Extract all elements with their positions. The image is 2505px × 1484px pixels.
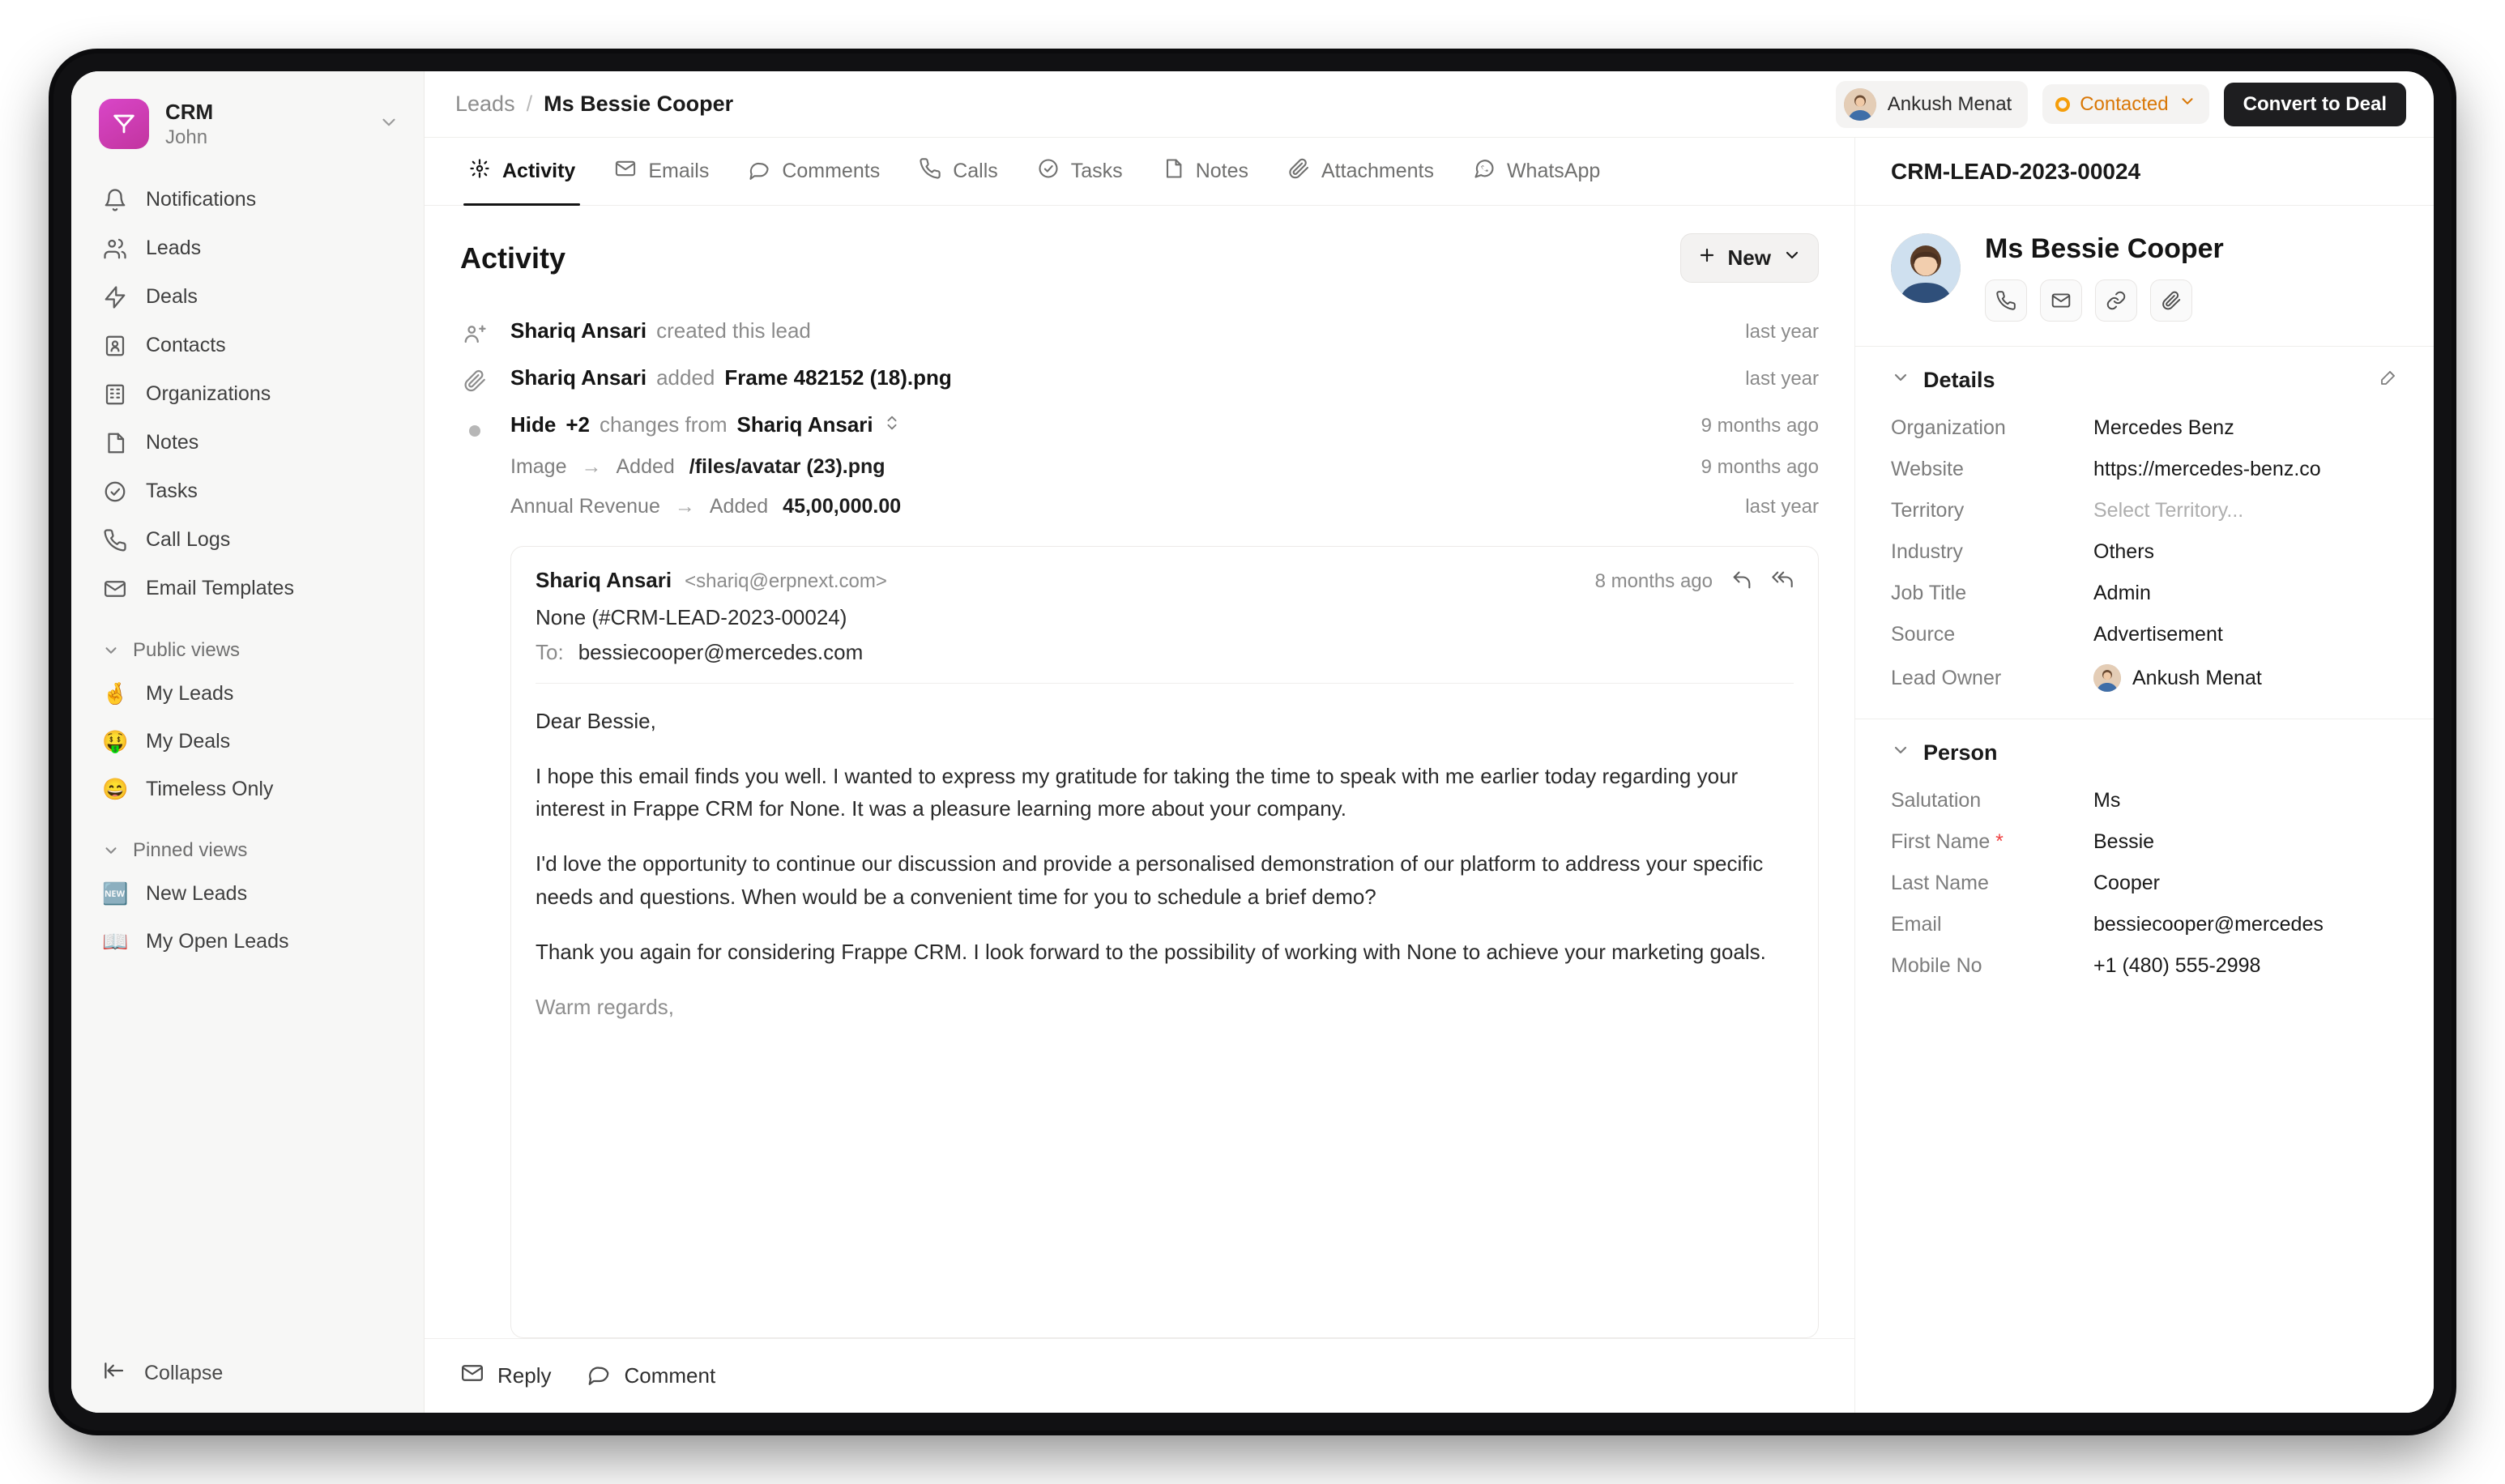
avatar[interactable] bbox=[1891, 233, 1961, 303]
reply-button[interactable] bbox=[460, 1361, 551, 1391]
email-header bbox=[536, 568, 1794, 595]
attachment-icon bbox=[460, 365, 489, 393]
assignee-name: Ankush Menat bbox=[1887, 92, 2012, 115]
tab-comments[interactable] bbox=[732, 138, 896, 205]
timeline-action: created this lead bbox=[656, 318, 811, 343]
timeline-action: added bbox=[656, 365, 715, 390]
field-email[interactable] bbox=[1855, 904, 2434, 945]
sidebar-item-label: Contacts bbox=[146, 334, 226, 356]
chevron-down-icon bbox=[1891, 740, 1910, 765]
new-emoji-icon: 🆕 bbox=[102, 881, 129, 906]
field-label: Salutation bbox=[1891, 789, 1982, 812]
field-label: Source bbox=[1891, 623, 1956, 646]
section-public-views[interactable] bbox=[89, 628, 406, 670]
avatar bbox=[1844, 88, 1876, 121]
email-body bbox=[536, 705, 1794, 1024]
collapse-label: Collapse bbox=[144, 1362, 224, 1384]
changes-hide-label: Hide bbox=[510, 412, 557, 437]
email-paragraph: Dear Bessie, bbox=[536, 708, 656, 733]
edit-icon[interactable] bbox=[2379, 368, 2398, 393]
field-value: Others bbox=[2093, 540, 2155, 563]
field-value: Bessie bbox=[2093, 830, 2155, 853]
sidebar-item-label: Call Logs bbox=[146, 528, 231, 551]
timeline-item bbox=[460, 357, 1819, 401]
change-time: 9 months ago bbox=[1701, 456, 1819, 478]
tab-activity[interactable] bbox=[452, 138, 591, 205]
tab-tasks[interactable] bbox=[1021, 138, 1139, 205]
changes-actor: Shariq Ansari bbox=[736, 412, 873, 437]
field-value: +1 (480) 555-2998 bbox=[2093, 954, 2261, 977]
top-bar-actions bbox=[1836, 81, 2406, 128]
reply-label: Reply bbox=[497, 1363, 552, 1388]
field-value: Select Territory... bbox=[2093, 499, 2244, 522]
notes-icon bbox=[102, 430, 128, 456]
change-time: last year bbox=[1745, 496, 1819, 518]
tab-label: WhatsApp bbox=[1506, 160, 1601, 182]
timeline-changes-toggle[interactable] bbox=[460, 404, 1819, 446]
dot-icon bbox=[460, 412, 489, 437]
user-add-icon bbox=[460, 318, 489, 346]
status-badge[interactable] bbox=[2042, 84, 2208, 124]
change-value: 45,00,000.00 bbox=[783, 495, 902, 518]
email-icon[interactable] bbox=[2040, 279, 2082, 322]
change-action: Added bbox=[709, 495, 769, 518]
field-organization[interactable] bbox=[1855, 407, 2434, 449]
breadcrumb-separator: / bbox=[526, 92, 533, 116]
main-area bbox=[425, 71, 2434, 1413]
email-time: 8 months ago bbox=[1594, 570, 1713, 592]
new-button-label: New bbox=[1727, 245, 1771, 270]
sidebar-item-organizations[interactable] bbox=[89, 370, 406, 419]
sidebar bbox=[71, 71, 425, 1413]
sidebar-item-label: Timeless Only bbox=[146, 777, 274, 800]
field-label: Website bbox=[1891, 458, 1964, 480]
chevron-down-icon bbox=[1782, 245, 1802, 271]
tab-bar bbox=[425, 138, 1854, 206]
sidebar-item-leads[interactable] bbox=[89, 224, 406, 273]
tab-label: Attachments bbox=[1321, 160, 1434, 182]
link-icon[interactable] bbox=[2095, 279, 2137, 322]
sidebar-item-label: Tasks bbox=[146, 480, 198, 502]
tab-notes[interactable] bbox=[1146, 138, 1265, 205]
field-first-name[interactable] bbox=[1855, 821, 2434, 863]
tab-label: Comments bbox=[782, 160, 881, 182]
brand-title: CRM bbox=[165, 100, 214, 124]
mail-icon bbox=[102, 576, 128, 602]
timeline-time: last year bbox=[1745, 321, 1819, 343]
timeline-actor: Shariq Ansari bbox=[510, 318, 647, 343]
quick-actions bbox=[1985, 279, 2224, 322]
sidebar-item-deals[interactable] bbox=[89, 273, 406, 322]
attachment-icon[interactable] bbox=[2150, 279, 2192, 322]
whatsapp-icon bbox=[1473, 157, 1496, 186]
timeline-actor: Shariq Ansari bbox=[510, 365, 647, 390]
top-bar bbox=[425, 71, 2434, 138]
field-label: Last Name bbox=[1891, 872, 1989, 894]
brand-user: John bbox=[165, 126, 208, 148]
field-last-name[interactable] bbox=[1855, 863, 2434, 904]
field-value: bessiecooper@mercedes bbox=[2093, 913, 2324, 936]
field-label: Mobile No bbox=[1891, 954, 1982, 977]
change-row bbox=[460, 449, 1819, 485]
chevron-updown-icon bbox=[883, 412, 901, 437]
required-marker: * bbox=[1990, 830, 2004, 853]
sidebar-item-label: Deals bbox=[146, 285, 198, 308]
activity-timeline bbox=[460, 310, 1819, 525]
comment-icon bbox=[748, 157, 770, 186]
new-activity-button[interactable] bbox=[1680, 233, 1819, 283]
smile-emoji-icon: 😄 bbox=[102, 776, 129, 801]
assignee-chip[interactable] bbox=[1836, 81, 2028, 128]
convert-to-deal-button[interactable]: Convert to Deal bbox=[2224, 83, 2406, 126]
tab-attachments[interactable] bbox=[1271, 138, 1450, 205]
chevron-down-icon bbox=[1891, 368, 1910, 393]
book-emoji-icon: 📖 bbox=[102, 928, 129, 953]
field-industry[interactable] bbox=[1855, 531, 2434, 573]
email-icon bbox=[460, 1361, 484, 1391]
phone-icon[interactable] bbox=[1985, 279, 2027, 322]
tab-label: Calls bbox=[953, 160, 998, 182]
chevron-down-icon bbox=[2179, 92, 2196, 116]
note-icon bbox=[1162, 157, 1184, 186]
tab-whatsapp[interactable] bbox=[1457, 138, 1616, 205]
email-icon bbox=[614, 157, 637, 186]
person-name: Ms Bessie Cooper bbox=[1985, 233, 2224, 264]
email-paragraph: I hope this email finds you well. I wanted to express my gratitude for taking the time to speak with me earlier today regarding your interest in Frappe CRM for None. It was a pleasure learning more about your company. bbox=[536, 763, 1739, 821]
activity-pane bbox=[425, 206, 1854, 1338]
footer-actions bbox=[425, 1338, 1854, 1413]
field-label: Organization bbox=[1891, 416, 2006, 439]
section-label: Public views bbox=[133, 638, 241, 661]
field-label: First Name bbox=[1891, 830, 1991, 853]
sidebar-item-label: Notifications bbox=[146, 188, 257, 211]
center-column bbox=[425, 138, 1855, 1413]
phone-icon bbox=[102, 527, 128, 553]
field-value: Admin bbox=[2093, 582, 2151, 604]
change-action: Added bbox=[616, 455, 675, 478]
field-value: https://mercedes-benz.co bbox=[2093, 458, 2321, 480]
right-panel bbox=[1855, 138, 2434, 1413]
money-face-emoji-icon: 🤑 bbox=[102, 728, 129, 753]
tab-calls[interactable] bbox=[903, 138, 1014, 205]
tab-label: Notes bbox=[1195, 160, 1248, 182]
comment-label: Comment bbox=[624, 1363, 716, 1388]
email-actions bbox=[1595, 569, 1794, 595]
timeline-object: Frame 482152 (18).png bbox=[724, 365, 952, 390]
sidebar-item-label: New Leads bbox=[146, 881, 248, 905]
phone-icon bbox=[919, 157, 941, 186]
reply-all-icon[interactable] bbox=[1771, 569, 1794, 595]
comment-button[interactable] bbox=[587, 1361, 715, 1391]
breadcrumb-leads[interactable]: Leads bbox=[455, 92, 515, 116]
sidebar-item-label: Leads bbox=[146, 237, 202, 259]
comment-icon bbox=[587, 1361, 611, 1391]
leads-icon bbox=[102, 236, 128, 262]
sidebar-item-timeless-only[interactable] bbox=[89, 765, 406, 813]
field-lead-owner[interactable] bbox=[1855, 655, 2434, 701]
sidebar-item-contacts[interactable] bbox=[89, 322, 406, 370]
sidebar-item-tasks[interactable] bbox=[89, 467, 406, 516]
workspace-switcher[interactable] bbox=[92, 94, 406, 155]
email-to-value: bessiecooper@mercedes.com bbox=[578, 639, 864, 664]
email-recipients bbox=[536, 640, 1794, 665]
details-section-header[interactable] bbox=[1855, 347, 2434, 407]
page-title: Activity bbox=[460, 241, 566, 275]
field-job-title[interactable] bbox=[1855, 573, 2434, 614]
section-title: Details bbox=[1923, 368, 1995, 392]
crm-logo-icon bbox=[99, 99, 149, 149]
change-value: /files/avatar (23).png bbox=[689, 455, 885, 478]
email-sender-address: <shariq@erpnext.com> bbox=[685, 570, 887, 592]
status-dot-icon bbox=[2055, 97, 2070, 112]
sidebar-item-label: My Leads bbox=[146, 681, 234, 705]
task-icon bbox=[1037, 157, 1060, 186]
field-label: Territory bbox=[1891, 499, 1965, 522]
sidebar-spacer bbox=[71, 966, 424, 1341]
tasks-icon bbox=[102, 479, 128, 505]
sidebar-item-label: Email Templates bbox=[146, 577, 294, 599]
sidebar-item-my-leads[interactable] bbox=[89, 670, 406, 718]
sidebar-item-label: My Open Leads bbox=[146, 929, 289, 953]
hand-emoji-icon: 🤞 bbox=[102, 680, 129, 706]
tab-label: Activity bbox=[502, 160, 576, 182]
field-value: Cooper bbox=[2093, 872, 2160, 894]
contacts-icon bbox=[102, 333, 128, 359]
content-row bbox=[425, 138, 2434, 1413]
change-field: Image bbox=[510, 455, 567, 478]
field-value: Mercedes Benz bbox=[2093, 416, 2234, 439]
attachment-icon bbox=[1287, 157, 1310, 186]
field-value: Advertisement bbox=[2093, 623, 2223, 646]
sidebar-item-call-logs[interactable] bbox=[89, 516, 406, 565]
breadcrumb-current: Ms Bessie Cooper bbox=[544, 92, 734, 116]
sidebar-item-label: My Deals bbox=[146, 729, 231, 753]
section-pinned-views[interactable] bbox=[89, 828, 406, 870]
field-mobile-no[interactable] bbox=[1855, 945, 2434, 987]
field-label: Lead Owner bbox=[1891, 666, 2002, 689]
field-value: Ms bbox=[2093, 789, 2121, 812]
email-card[interactable] bbox=[510, 546, 1819, 1338]
tab-label: Tasks bbox=[1070, 160, 1123, 182]
email-sender: Shariq Ansari bbox=[536, 568, 672, 592]
sidebar-item-new-leads[interactable] bbox=[89, 870, 406, 918]
email-subject: None (#CRM-LEAD-2023-00024) bbox=[536, 604, 847, 629]
divider bbox=[536, 683, 1794, 684]
tab-label: Emails bbox=[648, 160, 710, 182]
sidebar-nav bbox=[71, 176, 424, 966]
changes-middle-label: changes from bbox=[600, 412, 728, 437]
timeline-item bbox=[460, 310, 1819, 354]
record-id: CRM-LEAD-2023-00024 bbox=[1855, 138, 2434, 206]
changes-count: +2 bbox=[565, 412, 590, 437]
collapse-sidebar-button[interactable] bbox=[71, 1341, 424, 1413]
sidebar-item-email-templates[interactable] bbox=[89, 565, 406, 613]
arrow-right-icon: → bbox=[674, 495, 695, 518]
person-section-header[interactable] bbox=[1855, 719, 2434, 780]
status-label: Contacted bbox=[2080, 92, 2169, 115]
field-territory[interactable] bbox=[1855, 490, 2434, 531]
right-panel-body bbox=[1855, 347, 2434, 1413]
email-paragraph: I'd love the opportunity to continue our discussion and provide a personalised demonstration of our platform to address your specific needs and questions. When would be a convenient time for you to schedule a brief demo? bbox=[536, 851, 1764, 909]
field-salutation[interactable] bbox=[1855, 780, 2434, 821]
section-label: Pinned views bbox=[133, 838, 248, 861]
app-window bbox=[71, 71, 2434, 1413]
field-label: Email bbox=[1891, 913, 1942, 936]
collapse-arrow-icon bbox=[102, 1358, 126, 1388]
deals-icon bbox=[102, 284, 128, 310]
field-value: Ankush Menat bbox=[2132, 666, 2262, 689]
timeline-time: last year bbox=[1745, 368, 1819, 390]
device-frame bbox=[53, 53, 2452, 1431]
change-field: Annual Revenue bbox=[510, 495, 660, 518]
email-paragraph: Warm regards, bbox=[536, 995, 674, 1020]
field-website[interactable] bbox=[1855, 449, 2434, 490]
activity-icon bbox=[468, 157, 491, 186]
plus-icon bbox=[1697, 245, 1717, 271]
changes-time: 9 months ago bbox=[1701, 415, 1819, 437]
organizations-icon bbox=[102, 382, 128, 407]
bell-icon bbox=[102, 187, 128, 213]
reply-icon[interactable] bbox=[1730, 569, 1753, 595]
avatar bbox=[2093, 664, 2121, 692]
change-row bbox=[460, 488, 1819, 525]
field-source[interactable] bbox=[1855, 614, 2434, 655]
arrow-right-icon: → bbox=[581, 455, 602, 478]
email-to-label: To: bbox=[536, 639, 564, 664]
sidebar-item-my-deals[interactable] bbox=[89, 718, 406, 765]
activity-header bbox=[460, 233, 1819, 283]
email-paragraph: Thank you again for considering Frappe CRM. I look forward to the possibility of working with None to achieve your marketing goals. bbox=[536, 939, 1766, 964]
field-label: Job Title bbox=[1891, 582, 1967, 604]
section-title: Person bbox=[1923, 740, 1998, 765]
sidebar-item-notes[interactable] bbox=[89, 419, 406, 467]
sidebar-item-label: Organizations bbox=[146, 382, 271, 405]
field-label: Industry bbox=[1891, 540, 1963, 563]
chevron-down-icon bbox=[378, 112, 399, 137]
sidebar-item-notifications[interactable] bbox=[89, 176, 406, 224]
tab-emails[interactable] bbox=[598, 138, 725, 205]
profile-header bbox=[1855, 206, 2434, 347]
sidebar-item-label: Notes bbox=[146, 431, 199, 454]
sidebar-item-my-open-leads[interactable] bbox=[89, 918, 406, 966]
